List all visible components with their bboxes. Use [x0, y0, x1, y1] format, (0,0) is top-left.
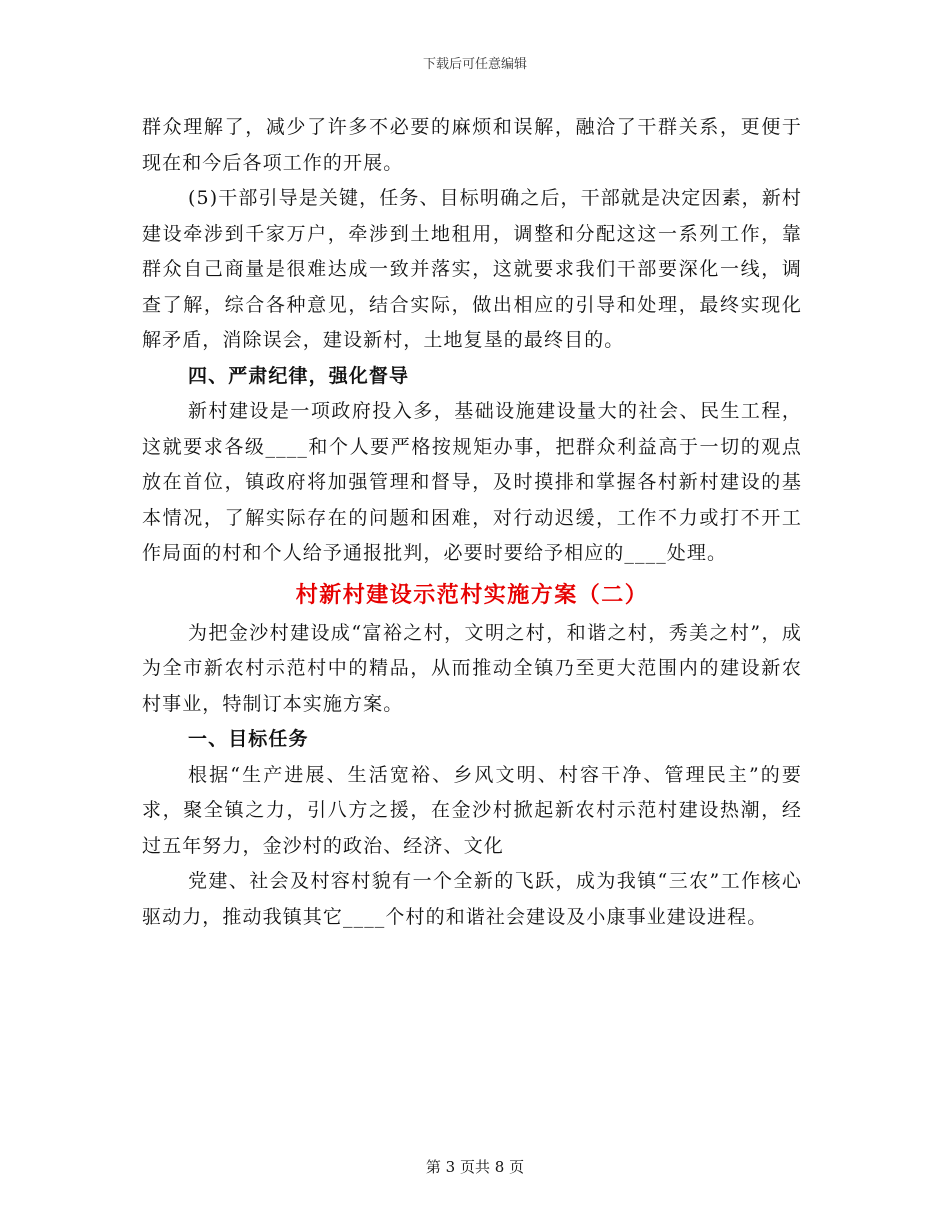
- paragraph-cadre-guidance: (5)干部引导是关键，任务、目标明确之后，干部就是决定因素，新村建设牵涉到千家万户，牵涉到土地租用，调整和分配这这一系列工作，靠群众自己商量是很难达成一致并落实，这就要求我们干部要深化一线，调查了解，综合各种意见，结合实际，做出相应的引导和处理，最终实现化解矛盾，消除误会，建设新村，土地复垦的最终目的。: [142, 187, 802, 351]
- paragraph-intro: 为把金沙村建设成“富裕之村，文明之村，和谐之村，秀美之村”，成为全市新农村示范村中的精品，从而推动全镇乃至更大范围内的建设新农村事业，特制订本实施方案。: [142, 621, 802, 715]
- paragraph-continuation: 群众理解了，减少了许多不必要的麻烦和误解，融洽了干群关系，更便于现在和今后各项工作的开展。: [142, 116, 802, 174]
- document-title: 村新村建设示范村实施方案（二）: [295, 581, 649, 608]
- paragraph-goals-continued: 党建、社会及村容村貌有一个全新的飞跃，成为我镇“三农”工作核心驱动力，推动我镇其它____个村的和谐社会建设及小康事业建设进程。: [142, 870, 802, 928]
- paragraph-goals: 根据“生产进展、生活宽裕、乡风文明、村容干净、管理民主”的要求，聚全镇之力，引八方之援，在金沙村掀起新农村示范村建设热潮，经过五年努力，金沙村的政治、经济、文化: [142, 763, 802, 857]
- section-heading-goals: 一、目标任务: [188, 728, 309, 750]
- page-header: 下载后可任意编辑: [422, 57, 527, 72]
- paragraph-discipline: 新村建设是一项政府投入多，基础设施建设量大的社会、民生工程，这就要求各级____和个人要严格按规矩办事，把群众利益高于一切的观点放在首位，镇政府将加强管理和督导，及时摸排和掌握各村新村建设的基本情况，了解实际存在的问题和困难，对行动迟缓，工作不力或打不开工作局面的村和个人给予通报批判，必要时要给予相应的____处理。: [142, 400, 802, 564]
- document-body: [142, 110, 802, 935]
- page-footer: 第 3 页共 8 页: [425, 1158, 525, 1176]
- section-heading-discipline: 四、严肃纪律，强化督导: [188, 364, 410, 387]
